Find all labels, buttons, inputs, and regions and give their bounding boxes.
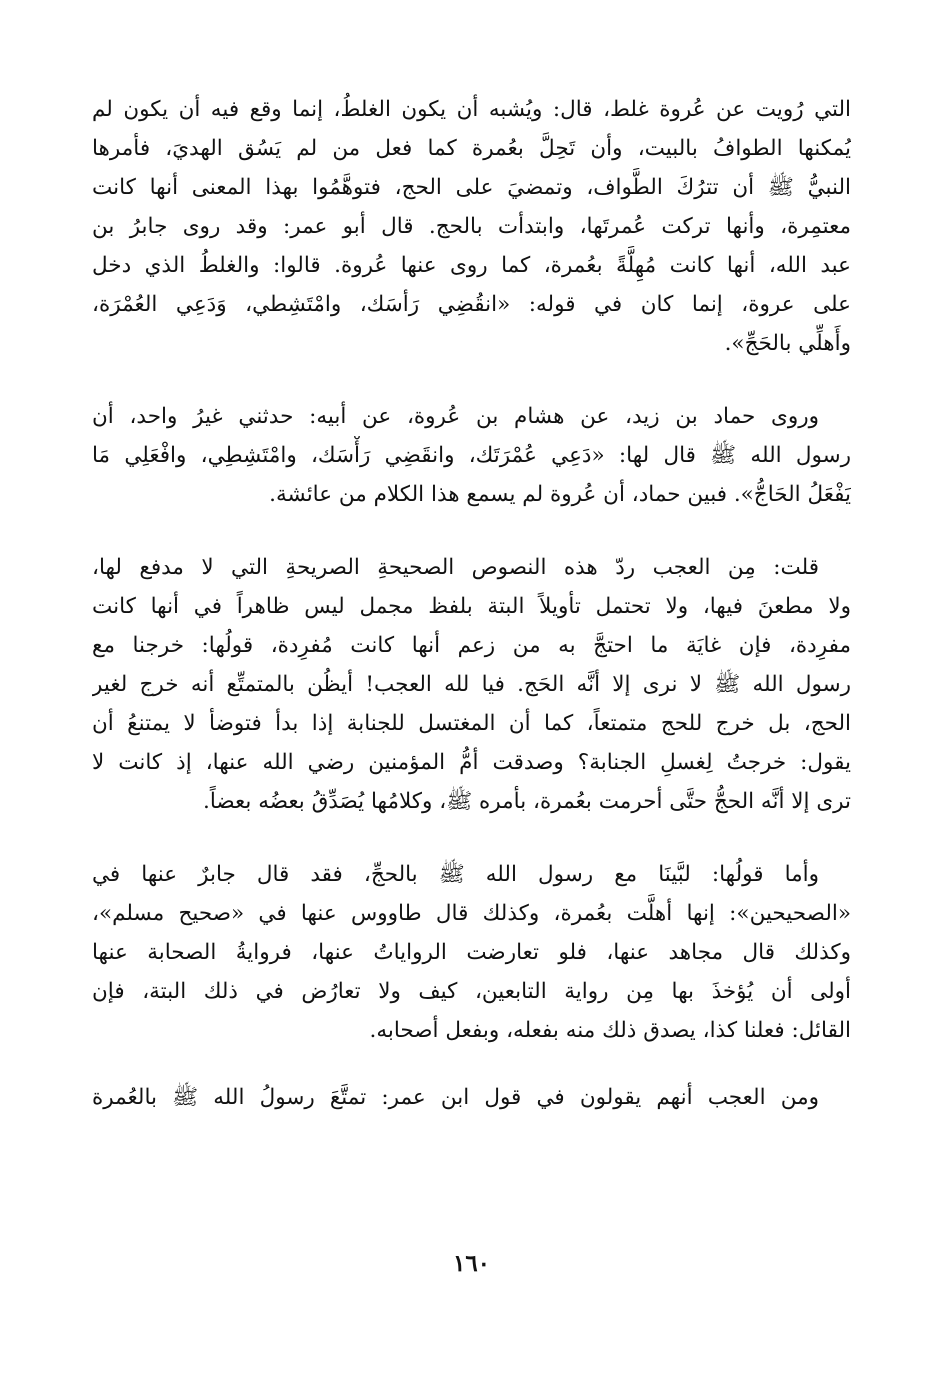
text-line: قلت: مِن العجب ردّ هذه النصوص الصحيحةِ الصريحةِ التي لا مدفع لها، — [92, 555, 819, 580]
text-line: التي رُويت عن عُروة غلط، قال: ويُشبه أن يكون الغلطُ، إنما وقع فيه أن يكون لم — [92, 97, 851, 122]
text-line: يَفْعَلُ الحَاجُّ». فبين حماد، أن عُروة لم يسمع هذا الكلام من عائشة. — [269, 482, 851, 507]
paragraph-3 — [92, 548, 851, 821]
text-line: أولى أن يُؤخذَ بها مِن رواية التابعين، كيف ولا تعارُض في ذلك البتة، فإن — [92, 979, 851, 1004]
text-line: «الصحيحين»: إنها أهلَّت بعُمرة، وكذلك قال طاووس عنها في «صحيح مسلم»، — [92, 901, 851, 926]
paragraph-5 — [92, 1078, 851, 1117]
paragraph-gap — [92, 363, 851, 397]
text-line: على عروة، إنما كان في قوله: «انقُضِي رَأسَك، وامْتَشِطي، وَدَعِي العُمْرَة، — [92, 292, 851, 317]
text-line: النبيُّ ﷺ أن تترُكَ الطَّواف، وتمضيَ على الحج، فتوهَّمُوا بهذا المعنى أنها كانت — [92, 175, 851, 200]
text-line: وأَهلِّي بالحَجِّ». — [724, 331, 851, 356]
text-line: ومن العجب أنهم يقولون في قول ابن عمر: تمتَّعَ رسولُ الله ﷺ بالعُمرة — [92, 1085, 819, 1110]
paragraph-gap — [92, 821, 851, 855]
text-line: ولا مطعنَ فيها، ولا تحتمل تأويلاً البتة بلفظ مجمل ليس ظاهراً في أنها كانت — [92, 594, 851, 619]
paragraph-gap — [92, 1050, 851, 1078]
text-line: مفرِدة، فإن غايَة ما احتجَّ به من زعم أنها كانت مُفرِدة، قولُها: خرجنا مع — [92, 633, 851, 658]
text-line: وروى حماد بن زيد، عن هشام بن عُروة، عن أبيه: حدثني غيرُ واحد، أن — [92, 404, 819, 429]
page-number: ١٦٠ — [452, 1250, 491, 1277]
paragraph-4 — [92, 855, 851, 1050]
page-body — [92, 90, 851, 1117]
text-line: الحج، بل خرج للحج متمتعاً، كما أن المغتسل للجنابة إذا بدأ فتوضأ لا يمتنعُ أن — [92, 711, 851, 736]
text-line: رسول الله ﷺ لا نرى إلا أنَّه الحَج. فيا لله العجب! أيظُن بالمتمتِّع أنه خرج لغير — [92, 672, 851, 697]
text-line: القائل: فعلنا كذا، يصدق ذلك منه بفعله، وبفعل أصحابه. — [369, 1018, 851, 1043]
text-line: يُمكنها الطوافُ بالبيت، وأن تَحِلَّ بعُمرة كما فعل من لم يَسُق الهديَ، فأمرها — [92, 136, 851, 161]
paragraph-1 — [92, 90, 851, 363]
text-line: وأما قولُها: لبَّينَا مع رسول الله ﷺ بالحجِّ، فقد قال جابرٌ عنها في — [92, 862, 819, 887]
paragraph-gap — [92, 514, 851, 548]
text-line: ترى إلا أنَّه الحجُّ حتَّى أحرمت بعُمرة، بأمره ﷺ، وكلامُها يُصَدِّقُ بعضُه بعضاً. — [202, 789, 851, 814]
paragraph-2 — [92, 397, 851, 514]
text-line: رسول الله ﷺ قال لها: «دَعِي عُمْرَتَك، وانقَضِي رَأْسَك، وامْتَشِطِي، وافْعَلِي مَا — [92, 443, 851, 468]
text-line: معتمِرة، وأنها تركت عُمرتَها، وابتدأت بالحج. قال أبو عمر: وقد روى جابرُ بن — [92, 214, 851, 239]
text-line: عبد الله، أنها كانت مُهِلَّةً بعُمرة، كما روى عنها عُروة. قالوا: والغلطُ الذي دخل — [92, 253, 851, 278]
text-line: يقول: خرجتُ لِغسلِ الجنابة؟ وصدقت أمُّ المؤمنين رضي الله عنها، إذ كانت لا — [92, 750, 851, 775]
text-line: وكذلك قال مجاهد عنها، فلو تعارضت الرواياتُ عنها، فروايةُ الصحابة عنها — [92, 940, 851, 965]
